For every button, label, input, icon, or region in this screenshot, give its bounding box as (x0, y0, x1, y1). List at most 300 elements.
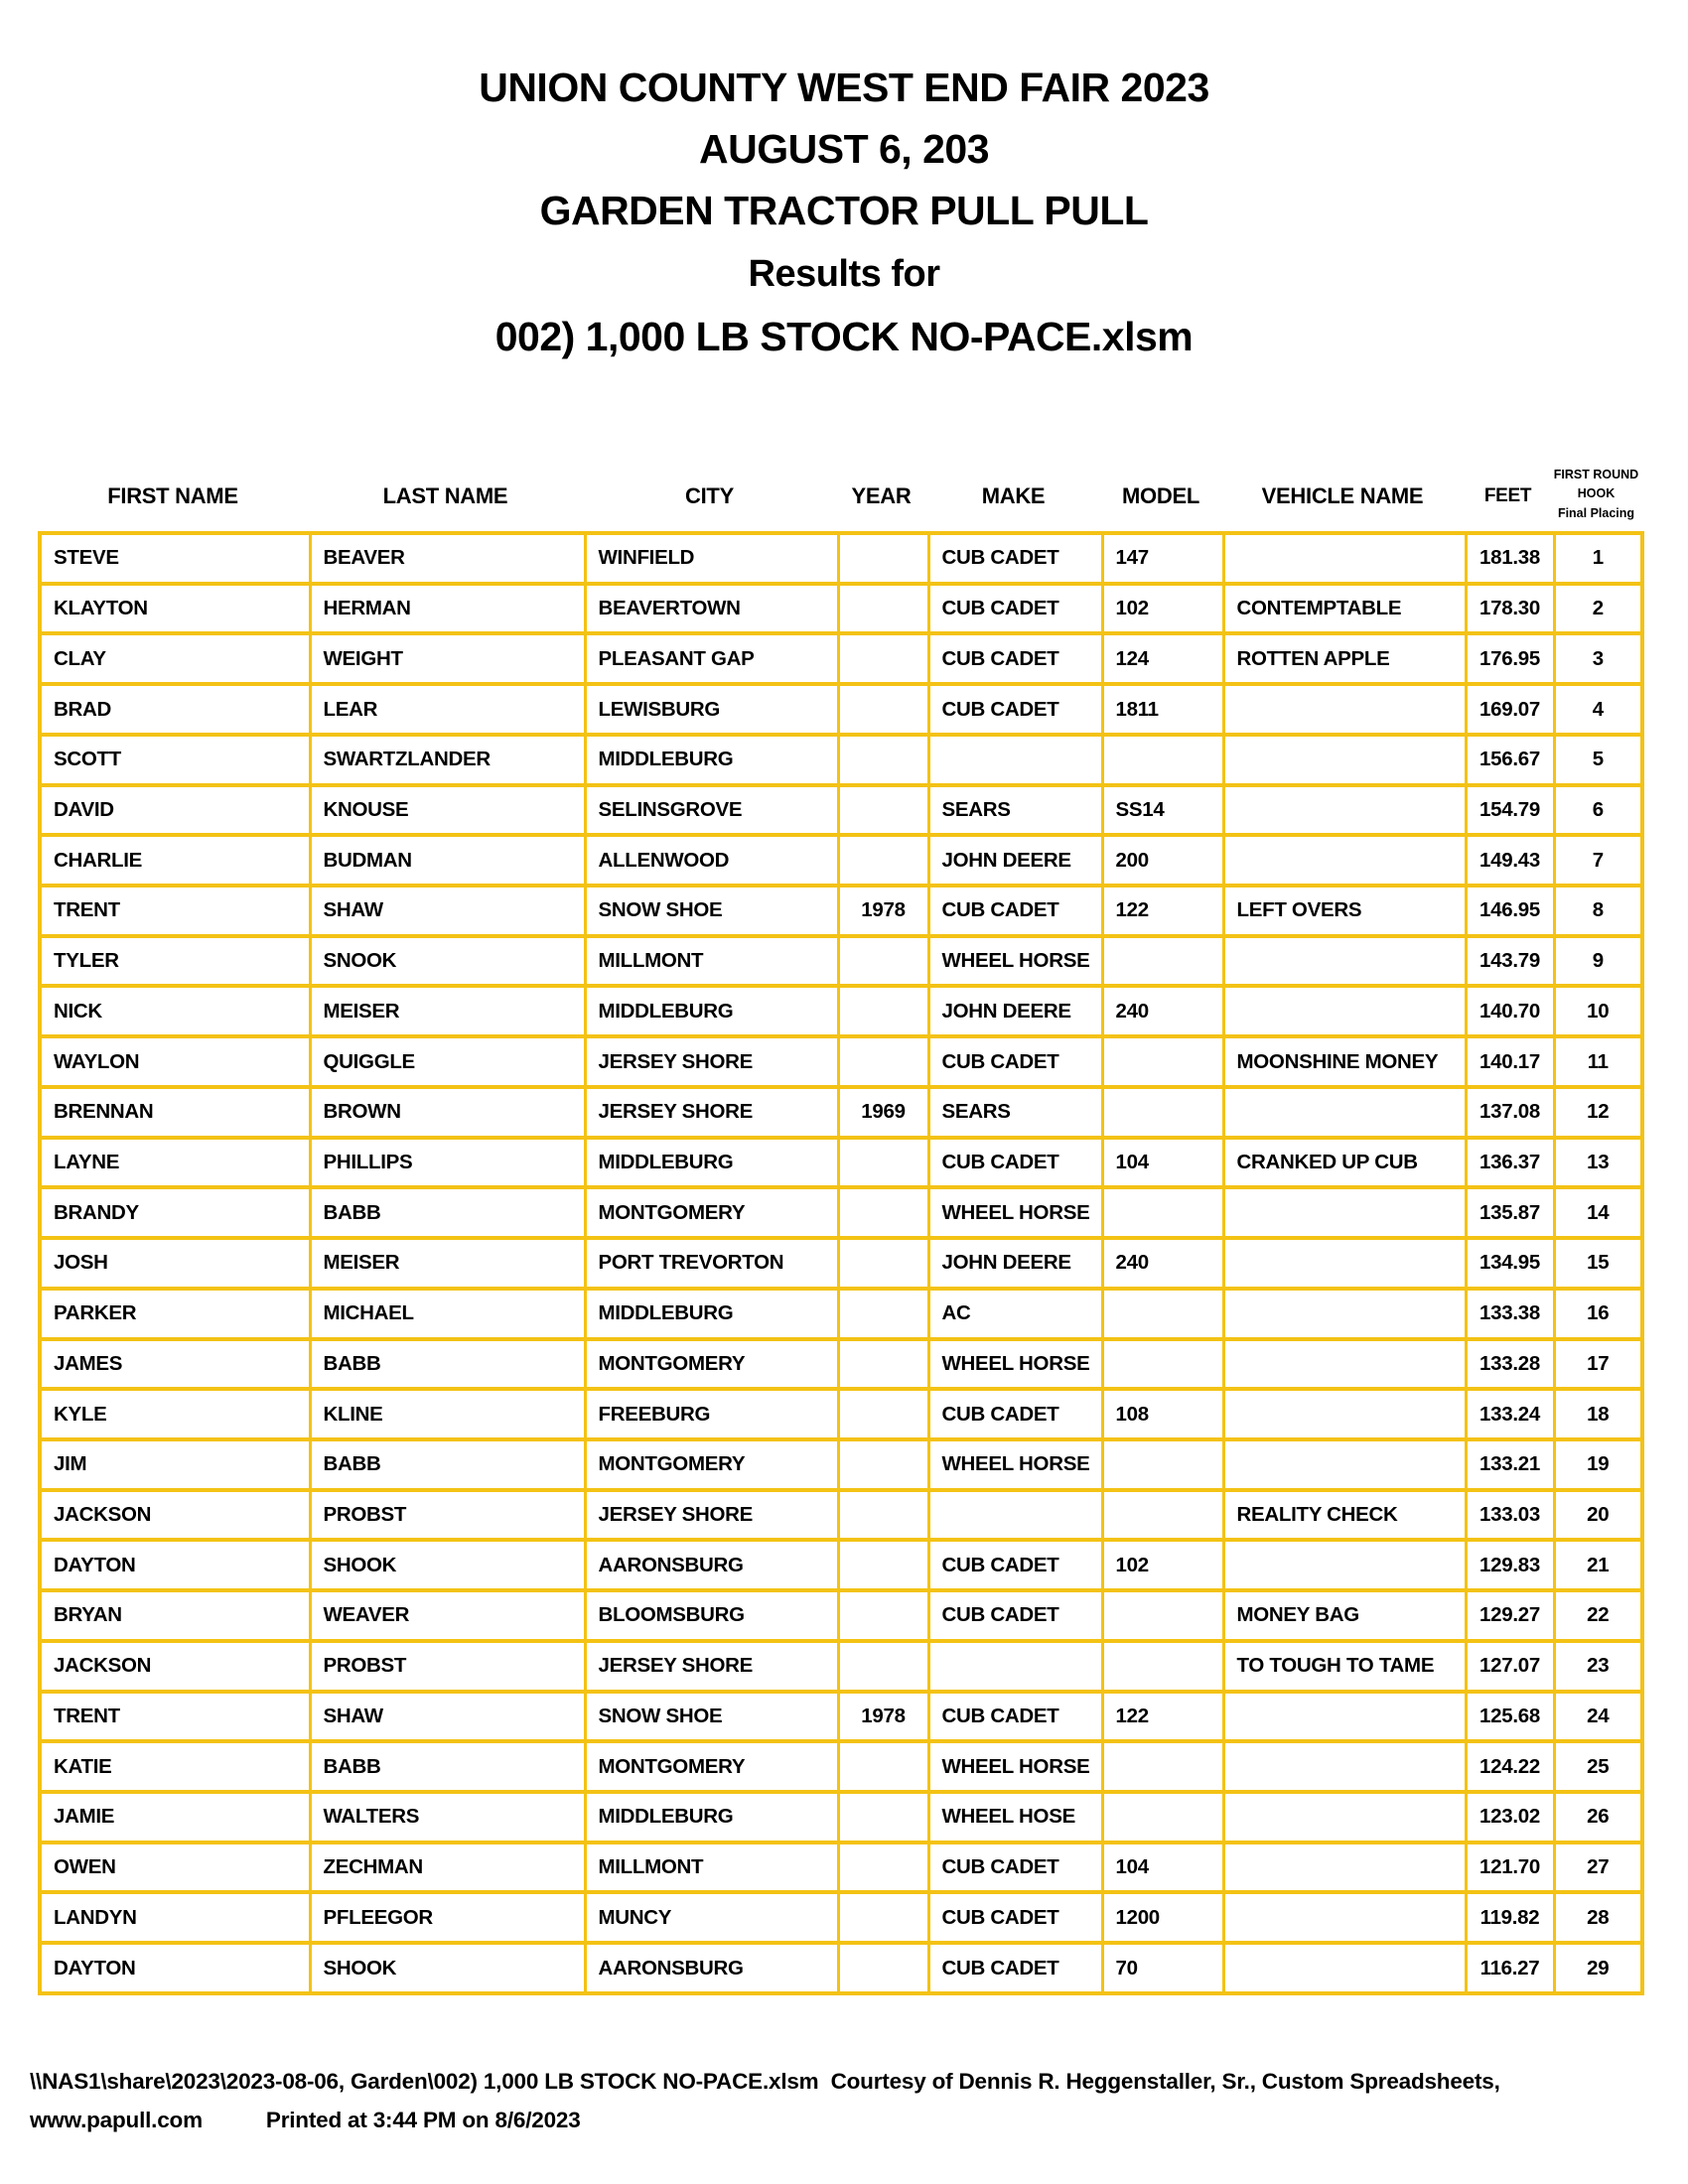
cell-city: JERSEY SHORE (585, 1641, 838, 1692)
cell-make: CUB CADET (928, 1540, 1102, 1590)
cell-place: 27 (1554, 1843, 1642, 1893)
cell-make: CUB CADET (928, 633, 1102, 684)
cell-make: CUB CADET (928, 1138, 1102, 1188)
cell-city: MONTGOMERY (585, 1741, 838, 1792)
table-row (40, 835, 1642, 886)
cell-place: 18 (1554, 1389, 1642, 1439)
cell-feet: 116.27 (1466, 1943, 1554, 1993)
cell-model (1102, 1187, 1223, 1238)
cell-feet: 146.95 (1466, 886, 1554, 936)
cell-city: SNOW SHOE (585, 886, 838, 936)
cell-feet: 136.37 (1466, 1138, 1554, 1188)
cell-last: SHOOK (310, 1943, 585, 1993)
cell-year (838, 1843, 928, 1893)
cell-make: SEARS (928, 1087, 1102, 1138)
cell-year (838, 1741, 928, 1792)
cell-first: TRENT (40, 886, 310, 936)
cell-feet: 129.83 (1466, 1540, 1554, 1590)
cell-place: 28 (1554, 1892, 1642, 1943)
column-header-model: MODEL (1122, 483, 1199, 508)
cell-feet: 169.07 (1466, 684, 1554, 735)
cell-year (838, 633, 928, 684)
table-row (40, 1792, 1642, 1843)
cell-make: CUB CADET (928, 533, 1102, 584)
cell-vehicle (1223, 1087, 1466, 1138)
cell-vehicle (1223, 986, 1466, 1036)
table-row (40, 684, 1642, 735)
cell-make: CUB CADET (928, 886, 1102, 936)
fair-title: UNION COUNTY WEST END FAIR 2023 (479, 65, 1209, 110)
report-title-block (0, 65, 1688, 359)
cell-city: MONTGOMERY (585, 1439, 838, 1490)
table-row (40, 986, 1642, 1036)
cell-last: MEISER (310, 986, 585, 1036)
cell-year (838, 936, 928, 987)
cell-feet: 124.22 (1466, 1741, 1554, 1792)
cell-place: 20 (1554, 1490, 1642, 1541)
cell-make: WHEEL HORSE (928, 1439, 1102, 1490)
cell-city: JERSEY SHORE (585, 1490, 838, 1541)
cell-make (928, 1641, 1102, 1692)
cell-vehicle (1223, 735, 1466, 785)
column-header-year: YEAR (851, 483, 912, 508)
cell-model (1102, 1490, 1223, 1541)
table-row (40, 1692, 1642, 1742)
cell-city: ALLENWOOD (585, 835, 838, 886)
cell-first: BRENNAN (40, 1087, 310, 1138)
cell-city: WINFIELD (585, 533, 838, 584)
cell-year (838, 1036, 928, 1087)
cell-vehicle (1223, 1439, 1466, 1490)
cell-first: NICK (40, 986, 310, 1036)
cell-year (838, 735, 928, 785)
cell-place: 16 (1554, 1289, 1642, 1339)
cell-year (838, 1289, 928, 1339)
cell-first: KATIE (40, 1741, 310, 1792)
table-row (40, 1036, 1642, 1087)
cell-city: PLEASANT GAP (585, 633, 838, 684)
cell-feet: 121.70 (1466, 1843, 1554, 1893)
cell-vehicle: REALITY CHECK (1223, 1490, 1466, 1541)
cell-model: 1811 (1102, 684, 1223, 735)
cell-last: SHAW (310, 886, 585, 936)
cell-year: 1969 (838, 1087, 928, 1138)
cell-model (1102, 1036, 1223, 1087)
cell-make: WHEEL HORSE (928, 1187, 1102, 1238)
table-row (40, 533, 1642, 584)
cell-feet: 133.03 (1466, 1490, 1554, 1541)
column-header-place: FIRST ROUND HOOK Final Placing (1553, 467, 1639, 520)
cell-city: MIDDLEBURG (585, 1792, 838, 1843)
cell-last: BUDMAN (310, 835, 585, 886)
cell-vehicle (1223, 1289, 1466, 1339)
cell-feet: 119.82 (1466, 1892, 1554, 1943)
event-name: GARDEN TRACTOR PULL PULL (539, 188, 1149, 233)
cell-last: SWARTZLANDER (310, 735, 585, 785)
cell-place: 15 (1554, 1238, 1642, 1289)
cell-model: 108 (1102, 1389, 1223, 1439)
cell-vehicle (1223, 936, 1466, 987)
file-path-courtesy-line: \\NAS1\share\2023\2023-08-06, Garden\002) 1,000 LB STOCK NO-PACE.xlsm Courtesy of Dennis R. Heggenstaller, Sr., Custom Spreadsheets, (30, 2069, 1500, 2094)
cell-make: SEARS (928, 785, 1102, 836)
cell-place: 22 (1554, 1590, 1642, 1641)
cell-last: ZECHMAN (310, 1843, 585, 1893)
cell-feet: 133.38 (1466, 1289, 1554, 1339)
event-date: AUGUST 6, 203 (699, 126, 989, 172)
cell-last: PFLEEGOR (310, 1892, 585, 1943)
cell-feet: 176.95 (1466, 633, 1554, 684)
cell-model (1102, 1641, 1223, 1692)
cell-city: BLOOMSBURG (585, 1590, 838, 1641)
cell-feet: 181.38 (1466, 533, 1554, 584)
column-header-vehicle: VEHICLE NAME (1261, 483, 1424, 508)
cell-make: CUB CADET (928, 1843, 1102, 1893)
cell-feet: 125.68 (1466, 1692, 1554, 1742)
cell-city: LEWISBURG (585, 684, 838, 735)
cell-last: LEAR (310, 684, 585, 735)
cell-city: AARONSBURG (585, 1943, 838, 1993)
cell-year (838, 986, 928, 1036)
cell-vehicle (1223, 1187, 1466, 1238)
cell-feet: 137.08 (1466, 1087, 1554, 1138)
cell-first: CLAY (40, 633, 310, 684)
cell-year (838, 1389, 928, 1439)
cell-feet: 140.70 (1466, 986, 1554, 1036)
table-row (40, 1339, 1642, 1390)
cell-last: PROBST (310, 1490, 585, 1541)
cell-last: BABB (310, 1187, 585, 1238)
results-for-label: Results for (748, 253, 940, 295)
cell-city: SNOW SHOE (585, 1692, 838, 1742)
cell-model (1102, 1289, 1223, 1339)
cell-year (838, 684, 928, 735)
cell-vehicle (1223, 1339, 1466, 1390)
cell-year (838, 1238, 928, 1289)
cell-place: 29 (1554, 1943, 1642, 1993)
cell-first: DAYTON (40, 1943, 310, 1993)
cell-vehicle (1223, 1792, 1466, 1843)
cell-city: MIDDLEBURG (585, 1289, 838, 1339)
cell-city: PORT TREVORTON (585, 1238, 838, 1289)
table-row (40, 1138, 1642, 1188)
cell-model (1102, 1590, 1223, 1641)
table-row (40, 1389, 1642, 1439)
cell-place: 8 (1554, 886, 1642, 936)
cell-city: MIDDLEBURG (585, 986, 838, 1036)
cell-last: BABB (310, 1439, 585, 1490)
cell-make: CUB CADET (928, 1590, 1102, 1641)
class-file-name: 002) 1,000 LB STOCK NO-PACE.xlsm (494, 314, 1194, 359)
cell-first: DAYTON (40, 1540, 310, 1590)
footer-second-line (30, 2107, 1500, 2132)
column-header-city: CITY (685, 483, 734, 508)
table-row (40, 1087, 1642, 1138)
cell-first: JIM (40, 1439, 310, 1490)
cell-year (838, 1339, 928, 1390)
cell-feet: 133.28 (1466, 1339, 1554, 1390)
cell-feet: 127.07 (1466, 1641, 1554, 1692)
cell-place: 3 (1554, 633, 1642, 684)
cell-first: JACKSON (40, 1490, 310, 1541)
cell-vehicle (1223, 1843, 1466, 1893)
cell-place: 4 (1554, 684, 1642, 735)
cell-vehicle (1223, 785, 1466, 836)
cell-city: MIDDLEBURG (585, 1138, 838, 1188)
cell-model: SS14 (1102, 785, 1223, 836)
cell-make: WHEEL HOSE (928, 1792, 1102, 1843)
cell-year (838, 1540, 928, 1590)
cell-place: 12 (1554, 1087, 1642, 1138)
cell-city: MIDDLEBURG (585, 735, 838, 785)
cell-city: JERSEY SHORE (585, 1087, 838, 1138)
cell-first: SCOTT (40, 735, 310, 785)
cell-last: MEISER (310, 1238, 585, 1289)
cell-last: BABB (310, 1741, 585, 1792)
cell-vehicle (1223, 1692, 1466, 1742)
cell-model: 124 (1102, 633, 1223, 684)
cell-first: JAMIE (40, 1792, 310, 1843)
cell-first: KLAYTON (40, 584, 310, 634)
column-header-make: MAKE (981, 483, 1046, 508)
column-header-first: FIRST NAME (107, 483, 238, 508)
cell-last: SHAW (310, 1692, 585, 1742)
cell-model (1102, 1339, 1223, 1390)
cell-year (838, 533, 928, 584)
table-row (40, 1943, 1642, 1993)
cell-first: BRAD (40, 684, 310, 735)
cell-city: MILLMONT (585, 1843, 838, 1893)
cell-place: 26 (1554, 1792, 1642, 1843)
cell-year (838, 584, 928, 634)
cell-model (1102, 1792, 1223, 1843)
cell-place: 10 (1554, 986, 1642, 1036)
cell-last: WEAVER (310, 1590, 585, 1641)
cell-model: 70 (1102, 1943, 1223, 1993)
cell-year (838, 835, 928, 886)
cell-last: KLINE (310, 1389, 585, 1439)
cell-place: 19 (1554, 1439, 1642, 1490)
cell-model: 1200 (1102, 1892, 1223, 1943)
cell-make (928, 735, 1102, 785)
cell-vehicle (1223, 1892, 1466, 1943)
cell-vehicle (1223, 835, 1466, 886)
cell-place: 13 (1554, 1138, 1642, 1188)
table-row (40, 735, 1642, 785)
table-row (40, 1590, 1642, 1641)
cell-vehicle: ROTTEN APPLE (1223, 633, 1466, 684)
table-row (40, 1238, 1642, 1289)
cell-model (1102, 1087, 1223, 1138)
cell-place: 11 (1554, 1036, 1642, 1087)
cell-place: 1 (1554, 533, 1642, 584)
cell-place: 21 (1554, 1540, 1642, 1590)
cell-place: 2 (1554, 584, 1642, 634)
cell-feet: 143.79 (1466, 936, 1554, 987)
cell-first: JOSH (40, 1238, 310, 1289)
cell-feet: 133.24 (1466, 1389, 1554, 1439)
table-row (40, 584, 1642, 634)
cell-vehicle: CONTEMPTABLE (1223, 584, 1466, 634)
cell-last: PHILLIPS (310, 1138, 585, 1188)
cell-city: MONTGOMERY (585, 1339, 838, 1390)
cell-year (838, 1138, 928, 1188)
cell-place: 7 (1554, 835, 1642, 886)
cell-model: 104 (1102, 1138, 1223, 1188)
cell-make: WHEEL HORSE (928, 1741, 1102, 1792)
cell-make: CUB CADET (928, 1036, 1102, 1087)
cell-city: MONTGOMERY (585, 1187, 838, 1238)
cell-feet: 156.67 (1466, 735, 1554, 785)
cell-last: HERMAN (310, 584, 585, 634)
cell-place: 6 (1554, 785, 1642, 836)
cell-make: CUB CADET (928, 1389, 1102, 1439)
table-row (40, 1741, 1642, 1792)
cell-make: WHEEL HORSE (928, 936, 1102, 987)
cell-make: JOHN DEERE (928, 1238, 1102, 1289)
cell-model: 240 (1102, 1238, 1223, 1289)
cell-place: 5 (1554, 735, 1642, 785)
cell-first: LAYNE (40, 1138, 310, 1188)
cell-make: AC (928, 1289, 1102, 1339)
cell-vehicle (1223, 684, 1466, 735)
cell-first: DAVID (40, 785, 310, 836)
website-text: www.papull.com (30, 2107, 203, 2132)
cell-year: 1978 (838, 1692, 928, 1742)
cell-year (838, 1892, 928, 1943)
cell-model: 200 (1102, 835, 1223, 886)
cell-vehicle: CRANKED UP CUB (1223, 1138, 1466, 1188)
cell-vehicle (1223, 1741, 1466, 1792)
cell-vehicle: MOONSHINE MONEY (1223, 1036, 1466, 1087)
cell-first: TRENT (40, 1692, 310, 1742)
cell-make: JOHN DEERE (928, 986, 1102, 1036)
cell-first: OWEN (40, 1843, 310, 1893)
cell-year (838, 1187, 928, 1238)
cell-place: 14 (1554, 1187, 1642, 1238)
cell-year (838, 1490, 928, 1541)
cell-feet: 178.30 (1466, 584, 1554, 634)
cell-first: KYLE (40, 1389, 310, 1439)
cell-model: 147 (1102, 533, 1223, 584)
table-row (40, 1641, 1642, 1692)
cell-first: WAYLON (40, 1036, 310, 1087)
cell-last: BABB (310, 1339, 585, 1390)
cell-make: CUB CADET (928, 684, 1102, 735)
cell-feet: 154.79 (1466, 785, 1554, 836)
cell-make: WHEEL HORSE (928, 1339, 1102, 1390)
cell-place: 17 (1554, 1339, 1642, 1390)
cell-city: SELINSGROVE (585, 785, 838, 836)
cell-last: MICHAEL (310, 1289, 585, 1339)
cell-first: LANDYN (40, 1892, 310, 1943)
cell-feet: 135.87 (1466, 1187, 1554, 1238)
table-row (40, 1490, 1642, 1541)
cell-make: CUB CADET (928, 584, 1102, 634)
cell-model (1102, 1439, 1223, 1490)
cell-city: JERSEY SHORE (585, 1036, 838, 1087)
cell-vehicle (1223, 1389, 1466, 1439)
cell-place: 24 (1554, 1692, 1642, 1742)
cell-make: CUB CADET (928, 1943, 1102, 1993)
cell-model (1102, 1741, 1223, 1792)
cell-make: CUB CADET (928, 1692, 1102, 1742)
cell-first: PARKER (40, 1289, 310, 1339)
cell-first: BRANDY (40, 1187, 310, 1238)
cell-vehicle: LEFT OVERS (1223, 886, 1466, 936)
cell-place: 23 (1554, 1641, 1642, 1692)
cell-year (838, 1641, 928, 1692)
cell-model: 104 (1102, 1843, 1223, 1893)
cell-last: PROBST (310, 1641, 585, 1692)
cell-model: 122 (1102, 886, 1223, 936)
cell-last: WALTERS (310, 1792, 585, 1843)
cell-feet: 140.17 (1466, 1036, 1554, 1087)
cell-year (838, 1943, 928, 1993)
column-header-last: LAST NAME (382, 483, 508, 508)
cell-last: BROWN (310, 1087, 585, 1138)
cell-model (1102, 735, 1223, 785)
cell-last: WEIGHT (310, 633, 585, 684)
table-row (40, 1540, 1642, 1590)
cell-model (1102, 936, 1223, 987)
cell-feet: 134.95 (1466, 1238, 1554, 1289)
column-header-feet: FEET (1483, 485, 1532, 506)
cell-last: SHOOK (310, 1540, 585, 1590)
cell-feet: 129.27 (1466, 1590, 1554, 1641)
cell-vehicle (1223, 1540, 1466, 1590)
cell-last: KNOUSE (310, 785, 585, 836)
cell-first: JAMES (40, 1339, 310, 1390)
cell-feet: 123.02 (1466, 1792, 1554, 1843)
cell-first: CHARLIE (40, 835, 310, 886)
cell-year (838, 1792, 928, 1843)
column-header-row (38, 425, 1640, 531)
cell-first: STEVE (40, 533, 310, 584)
cell-year: 1978 (838, 886, 928, 936)
cell-first: BRYAN (40, 1590, 310, 1641)
cell-vehicle (1223, 1943, 1466, 1993)
cell-make: CUB CADET (928, 1892, 1102, 1943)
table-row (40, 936, 1642, 987)
cell-city: BEAVERTOWN (585, 584, 838, 634)
cell-vehicle: MONEY BAG (1223, 1590, 1466, 1641)
report-footer (30, 2071, 1500, 2131)
cell-make: JOHN DEERE (928, 835, 1102, 886)
cell-place: 25 (1554, 1741, 1642, 1792)
table-row (40, 1892, 1642, 1943)
table-row (40, 1187, 1642, 1238)
cell-place: 9 (1554, 936, 1642, 987)
cell-feet: 133.21 (1466, 1439, 1554, 1490)
cell-make (928, 1490, 1102, 1541)
table-row (40, 886, 1642, 936)
cell-city: MILLMONT (585, 936, 838, 987)
cell-last: SNOOK (310, 936, 585, 987)
table-row (40, 633, 1642, 684)
cell-year (838, 1590, 928, 1641)
cell-model: 102 (1102, 584, 1223, 634)
cell-year (838, 785, 928, 836)
printed-timestamp: Printed at 3:44 PM on 8/6/2023 (265, 2107, 581, 2132)
table-row (40, 1289, 1642, 1339)
cell-city: MUNCY (585, 1892, 838, 1943)
results-table (38, 531, 1644, 1995)
table-row (40, 1843, 1642, 1893)
cell-vehicle (1223, 1238, 1466, 1289)
cell-city: FREEBURG (585, 1389, 838, 1439)
cell-model: 240 (1102, 986, 1223, 1036)
cell-model: 102 (1102, 1540, 1223, 1590)
